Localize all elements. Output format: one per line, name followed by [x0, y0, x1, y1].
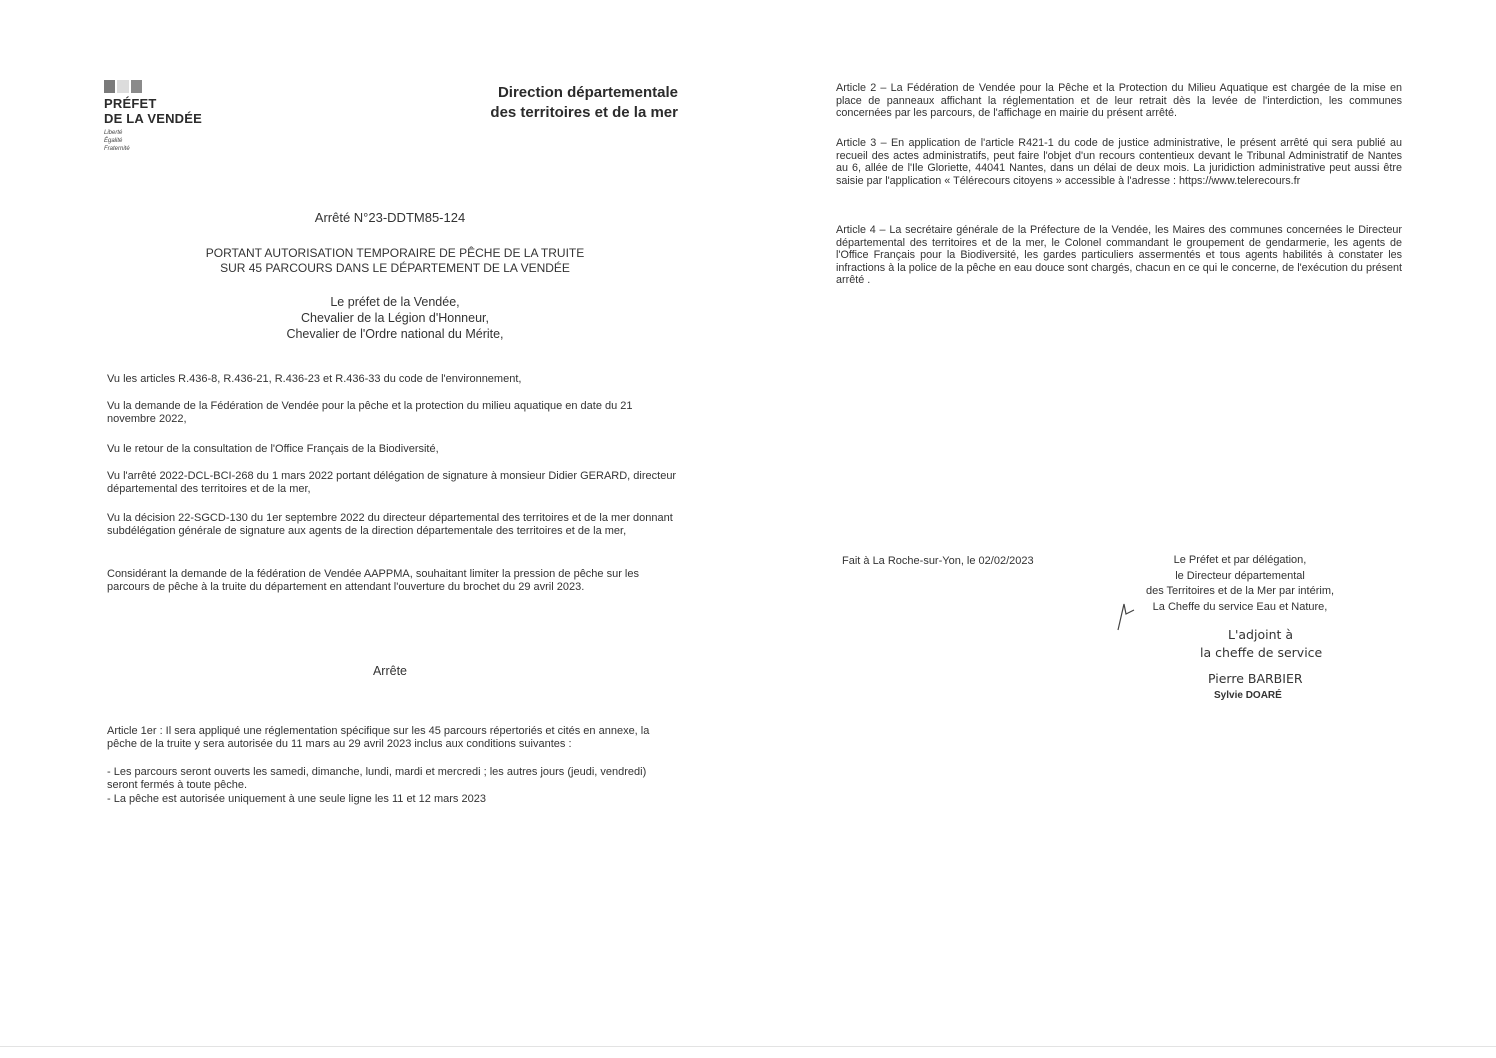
- vu-consultation: Vu le retour de la consultation de l'Office Français de la Biodiversité,: [107, 443, 439, 455]
- title-line2: SUR 45 PARCOURS DANS LE DÉPARTEMENT DE LA VENDÉE: [220, 261, 570, 275]
- article-2: Article 2 – La Fédération de Vendée pour la Pêche et la Protection du Milieu Aquatique est chargée de la mise en place de panneaux affichant la réglementation et de leur retrait dès la levée de l'interdiction, les communes concernées par les parcours, de l'affichage en mairie du présent arrêté.: [836, 82, 1402, 120]
- arrete-title: [160, 246, 630, 276]
- signature-line3: des Territoires et de la Mer par intérim,: [1145, 585, 1335, 597]
- prefet-line2: Chevalier de la Légion d'Honneur,: [301, 311, 489, 325]
- signature-line2: le Directeur départemental: [1175, 569, 1305, 582]
- prefet-logo: [104, 80, 224, 153]
- signature-block: [1110, 553, 1370, 615]
- article-1-point1: - Les parcours seront ouverts les samedi, dimanche, lundi, mardi et mercredi ; les autres jours (jeudi, vendredi) seront fermés à toute pêche.: [107, 766, 647, 791]
- fait-a-date: Fait à La Roche-sur-Yon, le 02/02/2023: [842, 555, 1034, 567]
- article-3: Article 3 – En application de l'article R421-1 du code de justice administrative, le présent arrêté qui sera publié au recueil des actes administratifs, peut faire l'objet d'un recours contentieux devant le Tribunal Administratif de Nantes au 6, allée de l'Ile Gloriette, 44041 Nantes, dans un délai de deux mois. La juridiction administrative peut aussi être saisie par l'application « Télérecours citoyens » accessible à l'adresse : https://www.telerecours.fr: [836, 137, 1402, 187]
- handwritten-name: Pierre BARBIER: [1208, 671, 1303, 686]
- signature-line1: Le Préfet et par délégation,: [1173, 554, 1307, 566]
- arrete-label: Arrête: [372, 664, 408, 678]
- direction-header: [440, 83, 678, 123]
- article-1-intro: Article 1er : Il sera appliqué une réglementation spécifique sur les 45 parcours répertoriés et cités en annexe, la pêche de la truite y sera autorisée du 11 mars au 29 avril 2023 inclus aux conditions suivantes :: [107, 725, 650, 750]
- logo-prefet-line2: DE LA VENDÉE: [104, 111, 202, 126]
- considerant: Considérant la demande de la fédération de Vendée AAPPMA, souhaitant limiter la pression de pêche sur les parcours de pêche à la truite du département en attendant l'ouverture du brochet du 29 avril 2023.: [107, 568, 639, 593]
- motto: [104, 129, 224, 153]
- article-4: Article 4 – La secrétaire générale de la Préfecture de la Vendée, les Maires des communes concernées le Directeur départemental des territoires et de la mer, le Colonel commandant le groupement de gendarmerie, les agents de l'Office Français pour la Biodiversité, les gardes particuliers assermentés et tous agents habilités à constater les infractions à la police de la pêche en eau douce sont chargés, chacun en ce qui le concerne, de l'exécution du présent arrêté .: [836, 224, 1402, 287]
- motto-egalite: Égalité: [104, 138, 123, 144]
- motto-liberte: Liberté: [104, 130, 123, 136]
- marianne-flag-icon: [104, 80, 142, 93]
- vu-decision: Vu la décision 22-SGCD-130 du 1er septembre 2022 du directeur départemental des territoires et de la mer donnant subdélégation générale de signature aux agents de la direction départementale des territoires et de la mer,: [107, 512, 673, 537]
- logo-prefet-line1: PRÉFET: [104, 96, 157, 111]
- direction-line1: Direction départementale: [497, 84, 678, 101]
- arrete-number: Arrêté N°23-DDTM85-124: [314, 210, 466, 225]
- signer-name: Sylvie DOARÉ: [1214, 690, 1282, 701]
- handwritten-cheffe: la cheffe de service: [1200, 645, 1323, 660]
- vu-articles: Vu les articles R.436-8, R.436-21, R.436-23 et R.436-33 du code de l'environnement,: [107, 373, 522, 385]
- handwritten-adjoint: L'adjoint à: [1228, 627, 1294, 642]
- title-line1: PORTANT AUTORISATION TEMPORAIRE DE PÊCHE DE LA TRUITE: [205, 246, 585, 260]
- page-edge-line: [0, 1046, 1496, 1047]
- signature-line4: La Cheffe du service Eau et Nature,: [1152, 600, 1328, 613]
- signature-scribble-icon: [1114, 600, 1136, 632]
- vu-demande: Vu la demande de la Fédération de Vendée pour la pêche et la protection du milieu aquatique en date du 21 novembre 2022,: [107, 400, 633, 425]
- motto-fraternite: Fraternité: [104, 146, 130, 152]
- vu-arrete-delegation: Vu l'arrêté 2022-DCL-BCI-268 du 1 mars 2022 portant délégation de signature à monsieur Didier GERARD, directeur départemental des territoires et de la mer,: [107, 470, 677, 495]
- article-1-point2: - La pêche est autorisée uniquement à une seule ligne les 11 et 12 mars 2023: [107, 793, 486, 805]
- prefet-line1: Le préfet de la Vendée,: [330, 295, 460, 309]
- direction-line2: des territoires et de la mer: [490, 104, 678, 121]
- prefet-line3: Chevalier de l'Ordre national du Mérite,: [286, 327, 504, 341]
- prefet-titles: [230, 294, 560, 342]
